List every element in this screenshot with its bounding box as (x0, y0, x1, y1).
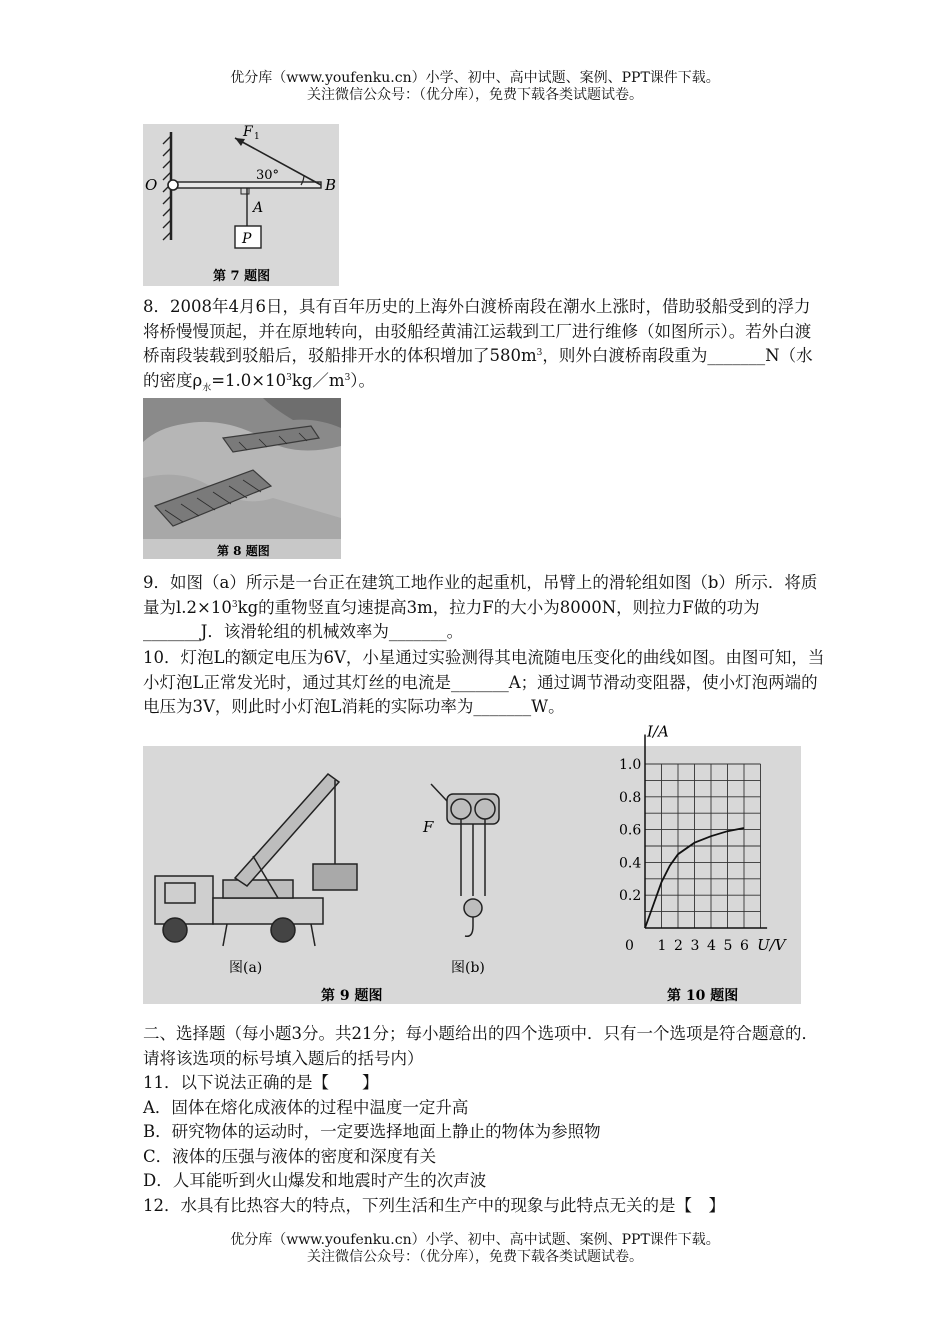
question-10: 10．灯泡L的额定电压为6V，小星通过实验测得其电流随电压变化的曲线如图。由图可知，当小灯泡L正常发光时，通过其灯丝的电流是_______A；通过调节滑动变阻器，使小灯泡两端的电压为3V，则此时小灯泡L消耗的实际功率为_______W。 (143, 648, 825, 716)
question-11-option-a: A．固体在熔化成液体的过程中温度一定升高 (143, 1098, 469, 1117)
section-2-title: 二、选择题（每小题3分。共21分；每小题给出的四个选项中．只有一个选项是符合题意的．请将该选项的标号填入题后的括号内） (143, 1024, 818, 1068)
question-12-stem: 12．水具有比热容大的特点，下列生活和生产中的现象与此特点无关的是【 】 (143, 1196, 725, 1215)
x-tick-label: 0 (625, 938, 634, 954)
fig9a-label: 图(a) (229, 960, 263, 976)
x-tick-label: 1 (657, 938, 667, 954)
figure-8-photo (143, 398, 341, 559)
question-11-option-b: B．研究物体的运动时，一定要选择地面上静止的物体为参照物 (143, 1122, 601, 1141)
pulley-illustration (431, 784, 499, 936)
y-tick-label: 1.0 (619, 757, 642, 773)
question-11-stem: 11．以下说法正确的是【 】 (143, 1073, 379, 1092)
fig7-label-f: F (243, 124, 253, 140)
figure-7 (143, 124, 339, 286)
crane-illustration (155, 774, 357, 946)
x-tick-label: 3 (690, 938, 700, 954)
figure-9-10 (143, 722, 801, 1004)
y-tick-label: 0.6 (619, 822, 642, 839)
fig7-label-f-sub: 1 (254, 132, 260, 142)
fig7-label-a: A (253, 200, 264, 216)
x-tick-label: 4 (707, 938, 716, 954)
fig9b-label: 图(b) (451, 960, 485, 976)
x-tick-label: 6 (740, 938, 749, 954)
fig7-label-o: O (145, 176, 158, 194)
page-footer (0, 1232, 950, 1266)
question-9: 9．如图（a）所示是一台正在建筑工地作业的起重机，吊臂上的滑轮组如图（b）所示．将质量为$l.2\times 10^3kg$的重物竖直匀速提高3m，拉力F的大小为8000N，则拉力F做的功为_______J．该滑轮组的机械效率为_______。 (143, 573, 818, 641)
header-line-2: 关注微信公众号：（优分库），免费下载各类试题试卷。 (307, 87, 643, 103)
y-tick-label: 0.8 (619, 789, 642, 806)
question-11-option-d: D．人耳能听到火山爆发和地震时产生的次声波 (143, 1171, 487, 1190)
page-header (0, 70, 950, 104)
fig8-caption: 第 8 题图 (217, 544, 270, 558)
x-tick-label: 5 (723, 938, 733, 954)
x-axis-label: U/V (757, 936, 786, 954)
footer-line-2: 关注微信公众号：（优分库），免费下载各类试题试卷。 (307, 1249, 643, 1265)
iu-chart (619, 722, 788, 954)
footer-line-1: 优分库（www.youfenku.cn）小学、初中、高中试题、案例、PPT课件下载。 (230, 1232, 720, 1248)
question-8: 8．2008年4月6日，具有百年历史的上海外白渡桥南段在潮水上涨时，借助驳船受到的浮力将桥慢慢顶起，并在原地转向，由驳船经黄浦江运载到工厂进行维修（如图所示）。若外白渡桥南段装载到驳船后，驳船排开水的体积增加了$580m^3$，则外白渡桥南段重为_______N（水的密度$\rho_水=1.0\times 10^3kg/m^3$）。 (143, 297, 813, 393)
y-tick-label: 0.2 (619, 888, 642, 905)
y-tick-label: 0.4 (619, 855, 642, 872)
x-tick-label: 2 (674, 938, 683, 954)
fig7-angle-label: 30° (256, 168, 280, 183)
fig7-label-b: B (325, 176, 337, 194)
question-11-option-c: C．液体的压强与液体的密度和深度有关 (143, 1147, 437, 1166)
fig9-caption: 第 9 题图 (321, 988, 383, 1004)
fig7-caption: 第 7 题图 (213, 269, 271, 284)
y-axis-label: I/A (647, 722, 669, 741)
fig10-caption: 第 10 题图 (667, 988, 739, 1004)
fig7-label-p: P (242, 231, 252, 247)
fig9b-label-f: F (423, 818, 434, 836)
header-line-1: 优分库（www.youfenku.cn）小学、初中、高中试题、案例、PPT课件下载。 (230, 70, 720, 86)
